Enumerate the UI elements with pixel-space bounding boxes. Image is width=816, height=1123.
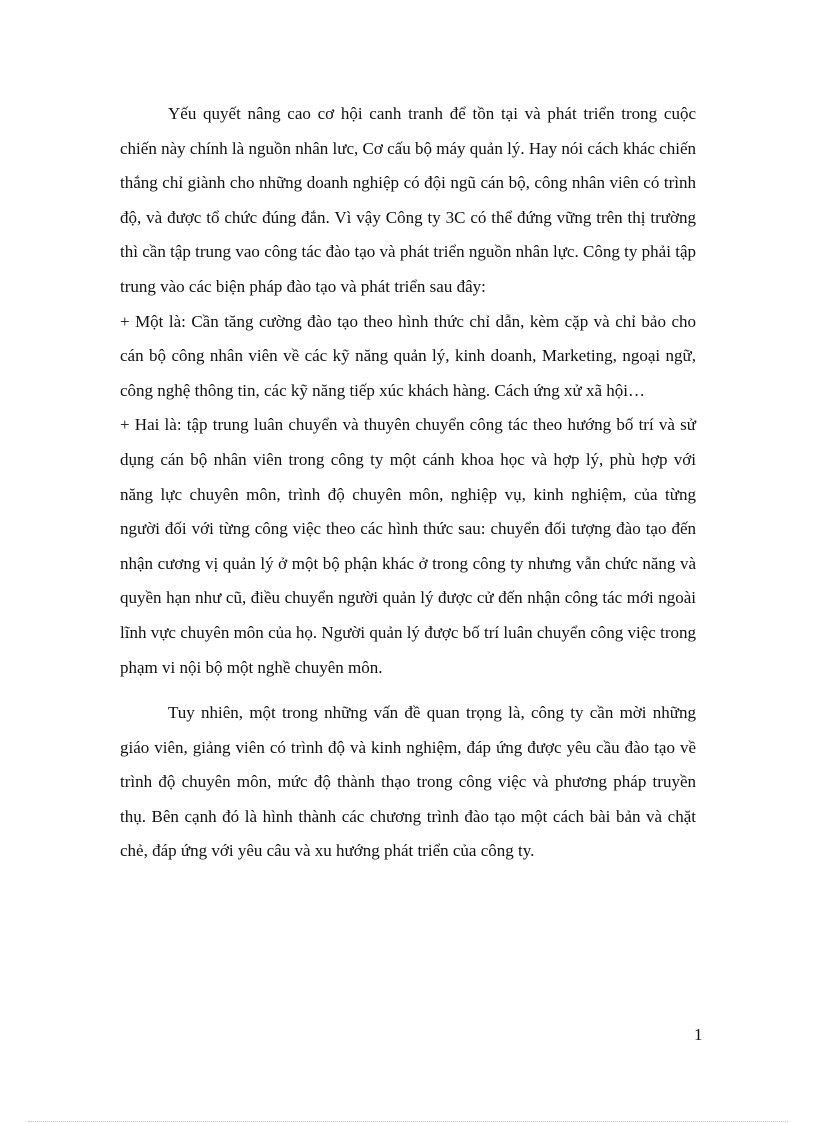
page-number: 1 — [694, 1025, 703, 1044]
body-text — [120, 97, 696, 869]
paragraph-conclusion: Tuy nhiên, một trong những vấn đề quan trọng là, công ty cần mời những giáo viên, giảng viên có trình độ và kinh nghiệm, đáp ứng được yêu cầu đào tạo về trình độ chuyên môn, mức độ thành thạo trong công việc và phương pháp truyền thụ. Bên cạnh đó là hình thành các chương trình đào tạo một cách bài bản và chặt chẻ, đáp ứng với yêu câu và xu hướng phát triển của công ty. — [120, 703, 696, 861]
paragraph-measure-one: + Một là: Cần tăng cường đào tạo theo hình thức chỉ dẫn, kèm cặp và chỉ bảo cho cán bộ công nhân viên về các kỹ năng quản lý, kinh doanh, Marketing, ngoại ngữ, công nghệ thông tin, các kỹ năng tiếp xúc khách hàng. Cách ứng xử xã hội… — [120, 311, 696, 400]
paragraph-intro: Yếu quyết nâng cao cơ hội canh tranh để tồn tại và phát triển trong cuộc chiến này chính là nguồn nhân lưc, Cơ cấu bộ máy quản lý. Hay nói cách khác chiến thắng chỉ giành cho những doanh nghiệp có đội ngũ cán bộ, công nhân viên có trình độ, và được tổ chức đúng đắn. Vì vậy Công ty 3C có thể đứng vững trên thị trường thì cần tập trung vao công tác đào tạo và phát triển nguồn nhân lực. Công ty phải tập trung vào các biện pháp đào tạo và phát triển sau đây: — [120, 104, 696, 296]
page-edge-divider — [28, 1121, 788, 1122]
paragraph-measure-two: + Hai là: tập trung luân chuyển và thuyên chuyển công tác theo hướng bố trí và sử dụng cán bộ nhân viên trong công ty một cánh khoa học và hợp lý, phù hợp với năng lực chuyên môn, trình độ chuyên môn, nghiệp vụ, kinh nghiệm, của từng người đối với từng công việc theo các hình thức sau: chuyển đối tượng đào tạo đến nhận cương vị quản lý ở một bộ phận khác ở trong công ty nhưng vẫn chức năng và quyền hạn như cũ, điều chuyển người quản lý được cử đến nhận công tác mới ngoài lĩnh vực chuyên môn của họ. Người quản lý được bố trí luân chuyển công việc trong phạm vi nội bộ một nghề chuyên môn. — [120, 415, 696, 677]
